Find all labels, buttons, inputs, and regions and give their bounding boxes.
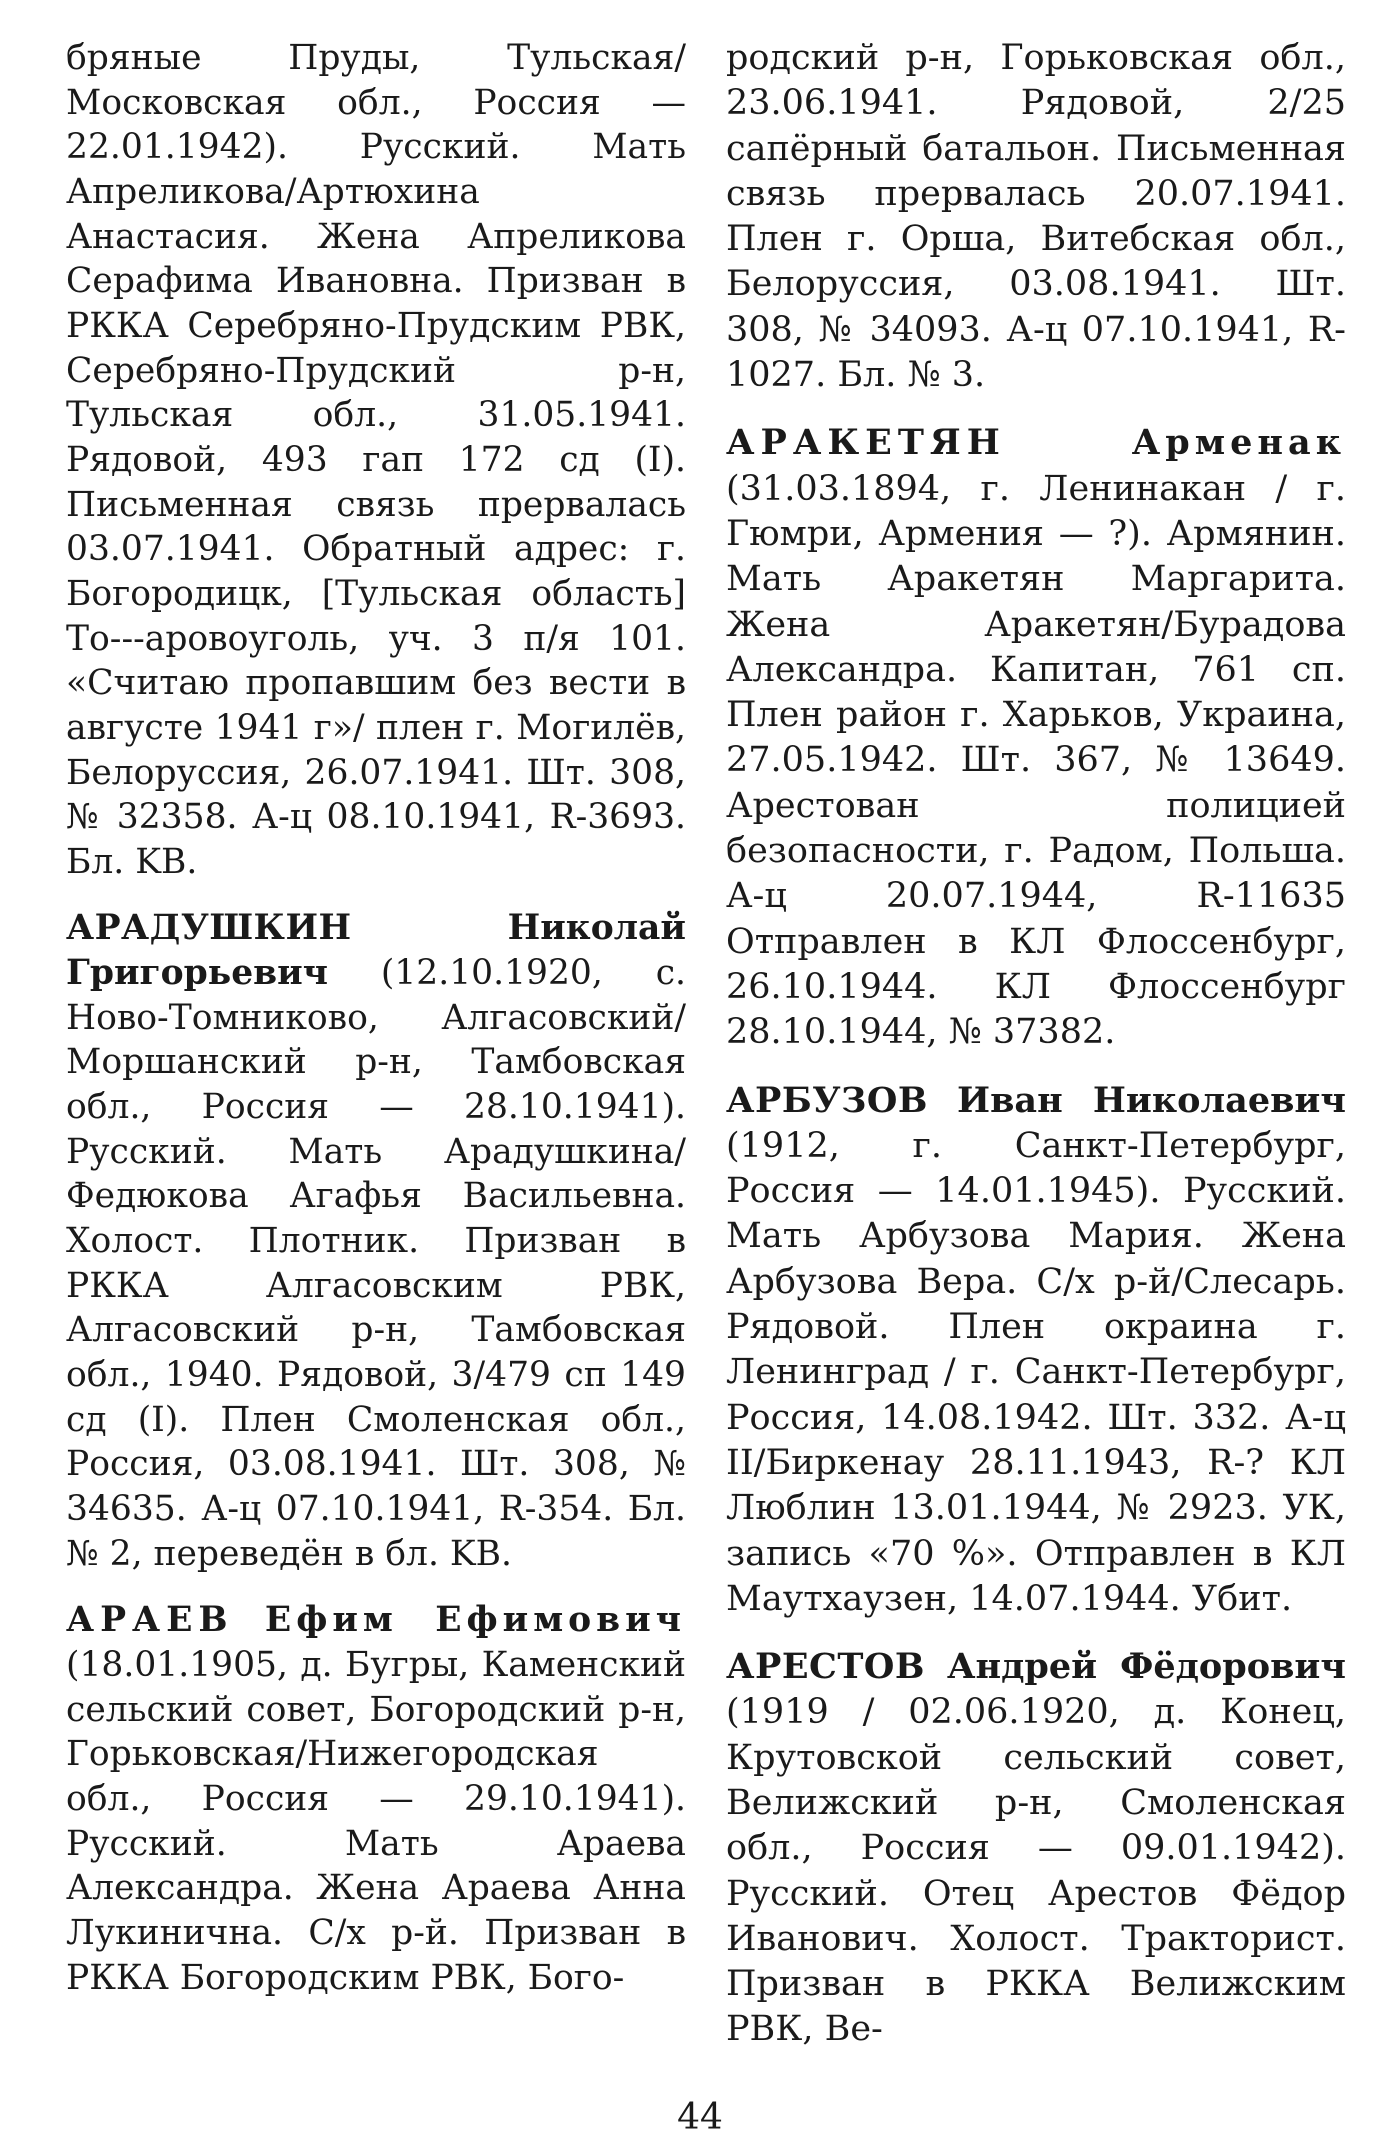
entry-text: родский р-н, Горьковская обл., 23.06.1941. Рядовой, 2/25 сапёрный батальон. Письменная связь прервалась 20.07.1941. Плен г. Орша, Витебская обл., Белоруссия, 03.08.1941. Шт. 308, № 34093. А-ц 07.10.1941, R-1027. Бл. № 3.	[726, 38, 1346, 396]
page-number: 44	[677, 2097, 723, 2138]
entry-text: (1912, г. Санкт-Петербург, Россия — 14.01.1945). Русский. Мать Арбузова Мария. Жена Арбузова Вера. С/х р-й/Слесарь. Рядовой. Плен окраина г. Ленинград / г. Санкт-Петербург, Россия, 14.08.1942. Шт. 332. А-ц II/Биркенау 28.11.1943, R-? КЛ Люблин 13.01.1944, № 2923. УК, запись «70 %». Отправлен в КЛ Маутхаузен, 14.07.1944. Убит.	[726, 1125, 1346, 1619]
entry-continuation	[726, 36, 1346, 398]
entry-surname: АРБУЗОВ	[726, 1079, 928, 1121]
entry-continuation	[66, 36, 686, 884]
entry-given-name: Николай Григорьевич	[66, 908, 686, 994]
entry-text: (1919 / 02.06.1920, д. Конец, Крутовской сельский совет, Велижский р-н, Смоленская обл., Россия — 09.01.1942). Русский. Отец Арестов Фёдор Иванович. Холост. Тракторист. Призван в РККА Велижским РВК, Ве-	[726, 1692, 1346, 2050]
entry-araketyan	[726, 420, 1346, 1055]
entry-text: (31.03.1894, г. Ленинакан / г. Гюмри, Армения — ?). Армянин. Мать Аракетян Маргарита. Жена Аракетян/Бурадова Александра. Капитан, 761 сп. Плен район г. Харьков, Украина, 27.05.1942. Шт. 367, № 13649. Арестован полицией безопасности, г. Радом, Польша. А-ц 20.07.1944, R-11635 Отправлен в КЛ Флоссенбург, 26.10.1944. КЛ Флоссенбург 28.10.1944, № 37382.	[726, 468, 1346, 1053]
entry-surname: АРАДУШКИН	[66, 908, 352, 949]
entry-text: (12.10.1920, с. Ново-Томниково, Алгасовский/Моршанский р-н, Тамбовская обл., Россия — 28.10.1941). Русский. Мать Арадушкина/Федюкова Агафья Васильевна. Холост. Плотник. Призван в РККА Алгасовским РВК, Алгасовский р-н, Тамбовская обл., 1940. Рядовой, 3/479 сп 149 сд (I). Плен Смоленская обл., Россия, 03.08.1941. Шт. 308, № 34635. А-ц 07.10.1941, R-354. Бл. № 2, переведён в бл. KB.	[66, 953, 687, 1574]
entry-surname: АРЕСТОВ	[726, 1646, 925, 1688]
entry-text: бряные Пруды, Тульская/ Московская обл., Россия — 22.01.1942). Русский. Мать Апреликова/Артюхина Анастасия. Жена Апреликова Серафима Ивановна. Призван в РККА Серебряно-Прудским РВК, Серебряно-Прудский р-н, Тульская обл., 31.05.1941. Рядовой, 493 гап 172 сд (I). Письменная связь прервалась 03.07.1941. Обратный адрес: г. Богородицк, [Тульская область] То---аровоуголь, уч. 3 п/я 101. «Считаю пропавшим без вести в августе 1941 г»/ плен г. Могилёв, Белоруссия, 26.07.1941. Шт. 308, № 32358. А-ц 08.10.1941, R-3693. Бл. KB.	[66, 38, 686, 882]
entry-arbuzov	[726, 1078, 1346, 1623]
entry-given-name: Арменак	[1131, 422, 1346, 464]
entry-given-name: Иван Николаевич	[957, 1079, 1346, 1121]
entry-text: (18.01.1905, д. Бугры, Каменский сельский совет, Богородский р-н, Горьковская/Нижегородская обл., Россия — 29.10.1941). Русский. Мать Араева Александра. Жена Араева Анна Лукинична. С/х р-й. Призван в РККА Богородским РВК, Бого-	[66, 1644, 686, 1998]
entry-given-name: Ефим Ефимович	[264, 1600, 686, 1641]
right-column	[726, 36, 1346, 2075]
entry-arestov	[726, 1644, 1346, 2053]
entry-surname: АРАКЕТЯН	[726, 422, 1006, 464]
entry-given-name: Андрей Фёдорович	[946, 1646, 1346, 1688]
entry-surname: АРАЕВ	[66, 1600, 234, 1641]
left-column	[66, 36, 686, 2022]
entry-araev	[66, 1598, 686, 2000]
entry-aradushkin	[66, 906, 686, 1576]
